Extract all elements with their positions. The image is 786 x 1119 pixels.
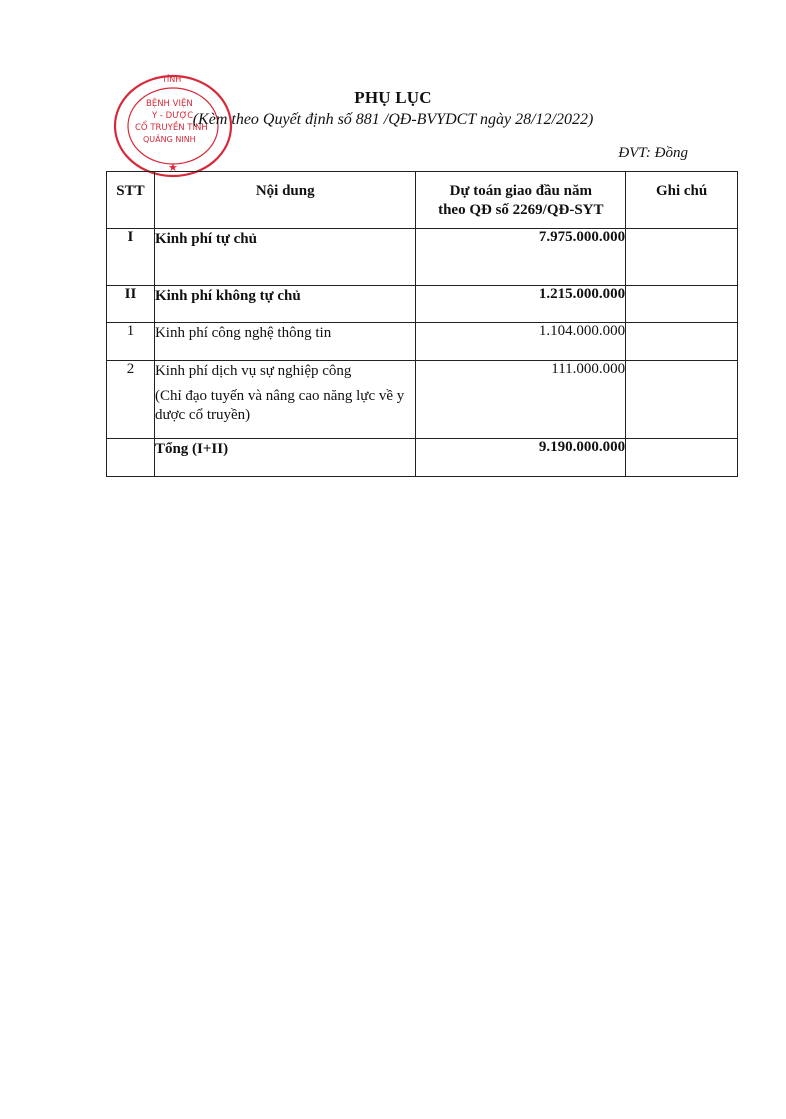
table-row bbox=[107, 286, 738, 323]
seal-text-line2: Y - DƯỢC bbox=[152, 111, 194, 121]
row-stt: 2 bbox=[107, 361, 155, 439]
row-stt bbox=[107, 439, 155, 477]
table-row bbox=[107, 361, 738, 439]
table-total-row bbox=[107, 439, 738, 477]
budget-table bbox=[106, 171, 738, 477]
row-note bbox=[626, 286, 738, 323]
header-note: Ghi chú bbox=[626, 172, 738, 229]
header-stt: STT bbox=[107, 172, 155, 229]
row-amount: 111.000.000 bbox=[416, 361, 626, 439]
seal-star: ★ bbox=[168, 161, 178, 174]
header-content: Nội dung bbox=[154, 172, 416, 229]
row-content: Kinh phí công nghệ thông tin bbox=[154, 323, 416, 361]
row-amount: 7.975.000.000 bbox=[416, 229, 626, 286]
row-stt: II bbox=[107, 286, 155, 323]
row-note bbox=[626, 439, 738, 477]
row-content bbox=[154, 361, 416, 439]
row-stt: I bbox=[107, 229, 155, 286]
seal-text-line4: QUẢNG NINH bbox=[143, 135, 196, 144]
row-content: Kinh phí tự chủ bbox=[154, 229, 416, 286]
row-amount: 9.190.000.000 bbox=[416, 439, 626, 477]
header-amount-line1: Dự toán giao đầu năm bbox=[449, 183, 592, 199]
header-amount bbox=[416, 172, 626, 229]
table-header-row bbox=[107, 172, 738, 229]
row-content: Kinh phí không tự chủ bbox=[154, 286, 416, 323]
table-row bbox=[107, 323, 738, 361]
row-note bbox=[626, 323, 738, 361]
row-amount: 1.104.000.000 bbox=[416, 323, 626, 361]
seal-text-line1: BỆNH VIỆN bbox=[146, 99, 193, 109]
row-content-main: Kinh phí dịch vụ sự nghiệp công bbox=[154, 363, 352, 379]
row-note bbox=[626, 361, 738, 439]
seal-text-line3: CỔ TRUYỀN TỈNH bbox=[135, 123, 208, 133]
row-content: Tổng (I+II) bbox=[154, 439, 416, 477]
currency-unit: ĐVT: Đồng bbox=[618, 145, 688, 161]
row-note bbox=[626, 229, 738, 286]
row-amount: 1.215.000.000 bbox=[416, 286, 626, 323]
document-subtitle: (Kèm theo Quyết định số 881 /QĐ-BVYDCT ngày 28/12/2022) bbox=[192, 111, 594, 128]
table-row bbox=[107, 229, 738, 286]
seal-text-top: TỈNH bbox=[162, 75, 182, 84]
document-title: PHỤ LỤC bbox=[354, 88, 432, 107]
header-amount-line2: theo QĐ số 2269/QĐ-SYT bbox=[438, 202, 604, 218]
row-content-sub: (Chỉ đạo tuyến và nâng cao năng lực về y dược cổ truyền) bbox=[154, 388, 405, 423]
row-stt: 1 bbox=[107, 323, 155, 361]
